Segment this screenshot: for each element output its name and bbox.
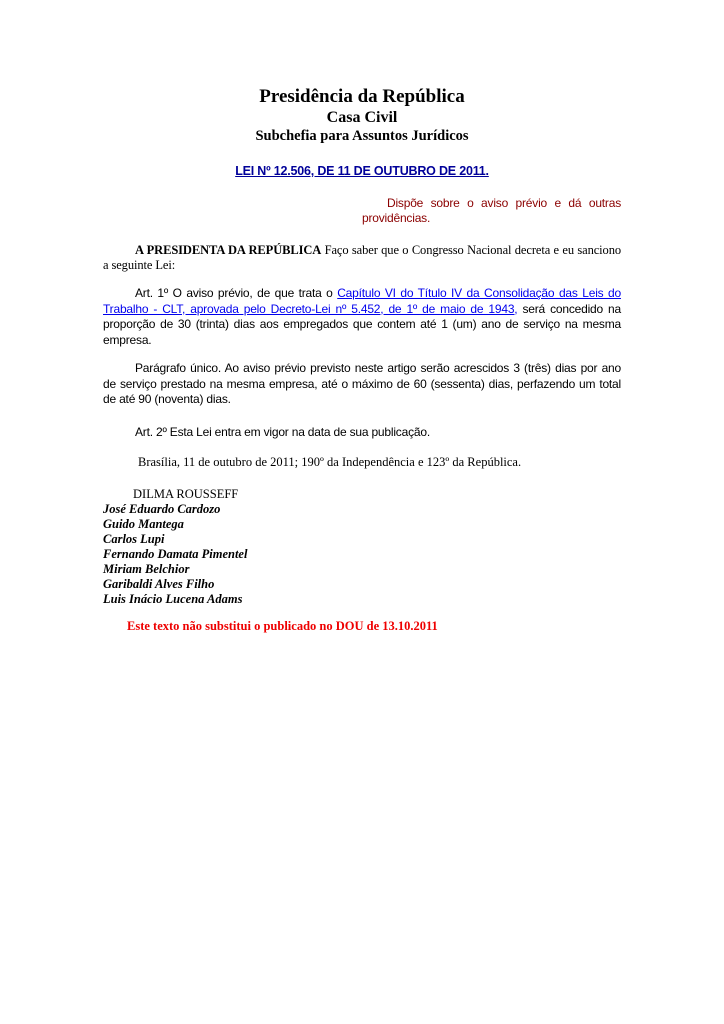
signatories-list bbox=[103, 502, 621, 607]
signatory: Guido Mantega bbox=[103, 517, 184, 531]
president-signature: DILMA ROUSSEFF bbox=[133, 487, 239, 501]
letterhead-subchefia: Subchefia para Assuntos Jurídicos bbox=[255, 128, 469, 144]
signatory: Miriam Belchior bbox=[103, 562, 190, 576]
signatory: José Eduardo Cardozo bbox=[103, 502, 221, 516]
article-1 bbox=[103, 286, 621, 348]
ementa-summary: Dispõe sobre o aviso prévio e dá outras providências. bbox=[362, 196, 621, 225]
law-title-link[interactable]: LEI Nº 12.506, DE 11 DE OUTUBRO DE 2011. bbox=[235, 164, 489, 178]
clt-decreto-lei-link[interactable]: Capítulo VI do Título IV da Consolidação das Leis do Trabalho - CLT, aprovada pelo Decreto-Lei nº 5.452, de 1º de maio de 1943, bbox=[103, 286, 621, 316]
preamble-opening: A PRESIDENTA DA REPÚBLICA bbox=[135, 243, 322, 257]
law-title bbox=[103, 162, 621, 180]
signatory: Carlos Lupi bbox=[103, 532, 165, 546]
preamble bbox=[103, 243, 621, 273]
preamble-text: Faço saber que o Congresso Nacional decreta e eu sanciono a seguinte Lei: bbox=[103, 243, 621, 272]
letterhead-casa-civil: Casa Civil bbox=[326, 109, 398, 126]
signatory: Luis Inácio Lucena Adams bbox=[103, 592, 243, 606]
signatory: Garibaldi Alves Filho bbox=[103, 577, 215, 591]
signatory: Fernando Damata Pimentel bbox=[103, 547, 248, 561]
article-2: Art. 2º Esta Lei entra em vigor na data de sua publicação. bbox=[135, 424, 430, 439]
letterhead bbox=[103, 86, 621, 145]
article-1-text-start: Art. 1º O aviso prévio, de que trata o bbox=[135, 286, 338, 300]
date-line: Brasília, 11 de outubro de 2011; 190º da Independência e 123º da República. bbox=[138, 455, 522, 469]
document-page bbox=[103, 86, 621, 634]
paragrafo-unico: Parágrafo único. Ao aviso prévio previsto neste artigo serão acrescidos 3 (três) dias por ano de serviço prestado na mesma empresa, até o máximo de 60 (sessenta) dias, perfazendo um total de até 90 (noventa) dias. bbox=[103, 361, 621, 406]
dou-publication-note: Este texto não substitui o publicado no DOU de 13.10.2011 bbox=[127, 619, 438, 633]
article-1-text-end: será concedido na proporção de 30 (trinta) dias aos empregados que contem até 1 (um) ano de serviço na mesma empresa. bbox=[103, 301, 621, 347]
letterhead-presidencia: Presidência da República bbox=[259, 86, 465, 107]
